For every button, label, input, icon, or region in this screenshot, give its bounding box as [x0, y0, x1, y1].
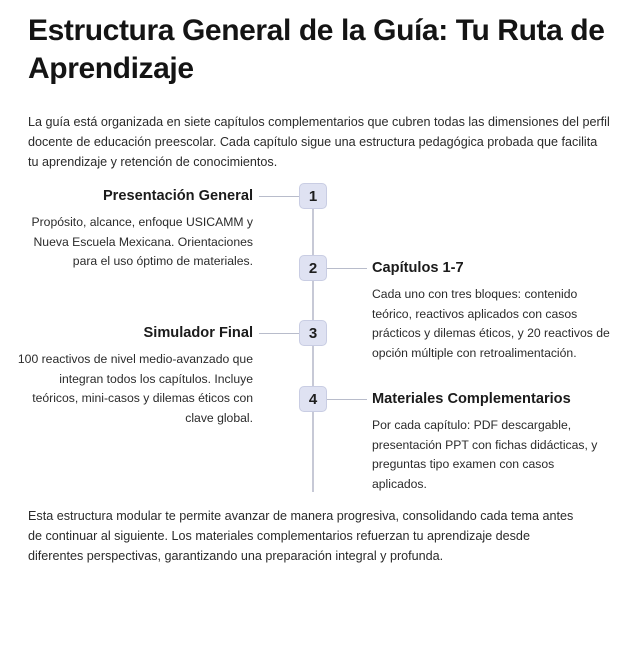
intro-paragraph: La guía está organizada en siete capítulos complementarios que cubren todas las dimensiones del perfil docente de educación preescolar. Cada capítulo sigue una estructura pedagógica probada que facilita tu aprendizaje y retención de conocimientos.	[28, 115, 610, 169]
step-4-description: Por cada capítulo: PDF descargable, presentación PPT con fichas didácticas, y preguntas tipo examen con casos aplicados.	[372, 418, 598, 491]
step-3-title: Simulador Final	[143, 325, 253, 341]
step-4-connector	[327, 399, 367, 400]
step-1-badge: 1	[299, 183, 327, 209]
step-3-description: 100 reactivos de nivel medio-avanzado que integran todos los capítulos. Incluye teóricos, mini-casos y dilemas éticos con clave global.	[17, 352, 253, 425]
step-2-connector	[327, 268, 367, 269]
step-2-badge: 2	[299, 255, 327, 281]
step-2-title: Capítulos 1-7	[372, 260, 464, 276]
step-3-connector	[259, 333, 299, 334]
page-title: Estructura General de la Guía: Tu Ruta de Aprendizaje	[28, 14, 605, 85]
step-1-connector	[259, 196, 299, 197]
step-2-description: Cada uno con tres bloques: contenido teórico, reactivos aplicados con casos prácticos y dilemas éticos, y 20 reactivos de opción múltiple con retroalimentación.	[372, 287, 610, 360]
step-4-title: Materiales Complementarios	[372, 391, 571, 407]
outro-paragraph: Esta estructura modular te permite avanzar de manera progresiva, consolidando cada tema antes de continuar al siguiente. Los materiales complementarios refuerzan tu aprendizaje desde diferentes perspectivas, garantizando una preparación integral y profunda.	[28, 509, 574, 563]
step-1-title: Presentación General	[102, 188, 253, 204]
step-1-description: Propósito, alcance, enfoque USICAMM y Nueva Escuela Mexicana. Orientaciones para el uso óptimo de materiales.	[31, 215, 253, 268]
step-4-badge: 4	[299, 386, 327, 412]
step-3-badge: 3	[299, 320, 327, 346]
